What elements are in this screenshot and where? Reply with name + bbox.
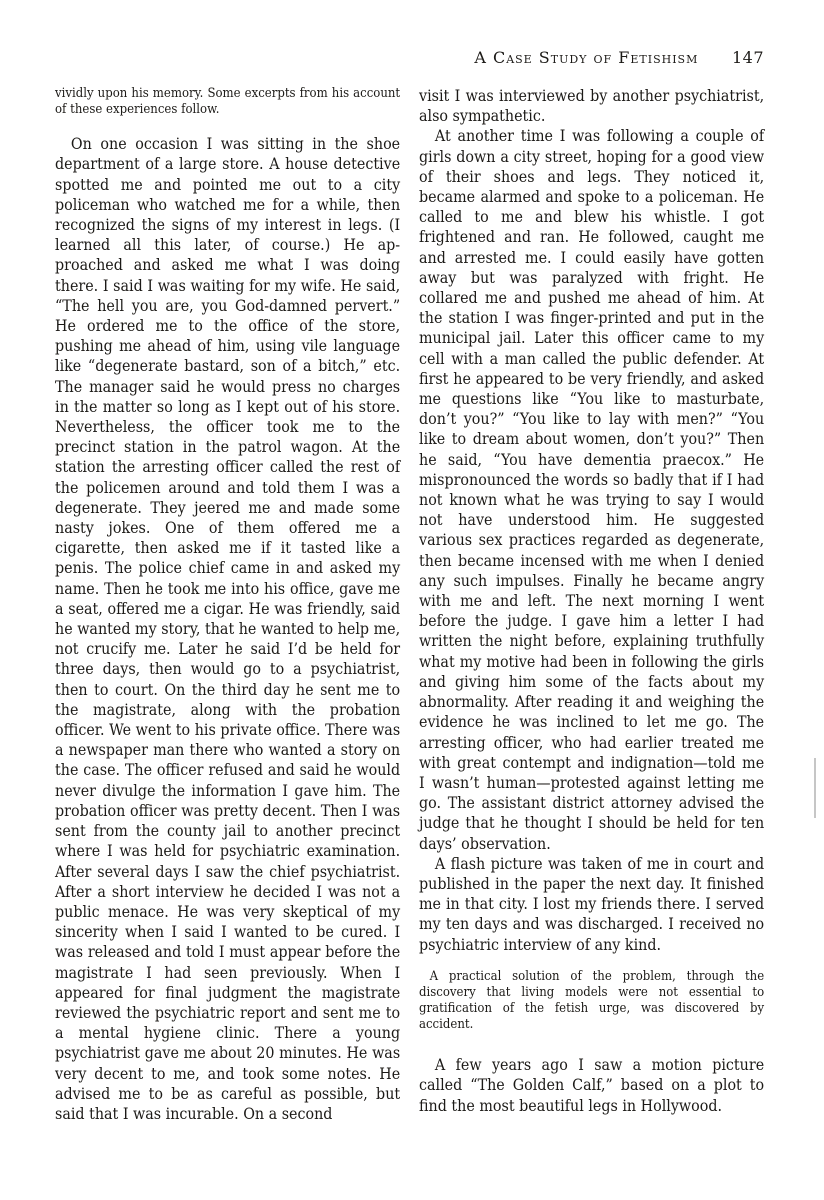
- intro-note: vividly upon his memory. Some excerpts from his account of these experiences follow.: [55, 86, 401, 118]
- paragraph-shoe-store: On one occasion I was sitting in the shoe department of a large store. A house detective spotted me and pointed me out to a city policeman who watched me for a while, then recognized the signs of my interest in legs. (I learned all this later, of course.) He approached and asked me what I was doing there. I said I was waiting for my wife. He said, “The hell you are, you God-damned pervert.” He ordered me to the office of the store, pushing me ahead of him, using vile language like “degenerate bastard, son of a bitch,” etc. The manager said he would press no charges in the matter so long as I kept out of his store. Nevertheless, the officer took me to the precinct station in the patrol wagon. At the station the arresting officer called the rest of the policemen around and told them I was a degenerate. They jeered me and made some nasty jokes. One of them offered me a cigarette, then asked me if it tasted like a penis. The police chief came in and asked my name. Then he took me into his office, gave me a seat, offered me a cigar. He was friendly, said he wanted my story, that he wanted to help me, not crucify me. Later he said I’d be held for three days, then would go to a psychiatrist, then to court. On the third day he sent me to the magistrate, along with the probation officer. We went to his private office. There was a newspaper man there who wanted a story on the case. The officer refused and said he would never divulge the information I gave him. The probation officer was pretty decent. Then I was sent from the county jail to another precinct where I was held for psychiatric examination. After several days I saw the chief psychiatrist. After a short interview he decided I was not a public menace. He was very skeptical of my sincerity when I said I wanted to be cured. I was released and told I must appear before the magistrate I had seen previously. When I appeared for final judgment the magistrate reviewed the psychiatric report and sent me to a mental hygiene clinic. There a young psychiatrist gave me about 20 minutes. He was very decent to me, and took some notes. He advised me to be as careful as possible, but said that I was incurable. On a second: [55, 134, 401, 1123]
- paragraph-golden-calf: A few years ago I saw a motion picture called “The Golden Calf,” based on a plot to find the most beautiful legs in Hollywood.: [419, 1055, 765, 1115]
- editor-note: A practical solution of the problem, through the discovery that living models were not essential to gratification of the fetish urge, was discovered by accident.: [419, 968, 765, 1033]
- page-number: 147: [731, 48, 764, 67]
- paragraph-continuation: visit I was interviewed by another psychiatrist, also sympathetic.: [419, 86, 765, 126]
- paragraph-flash-picture: A flash picture was taken of me in court and published in the paper the next day. It finished me in that city. I lost my friends there. I served my ten days and was discharged. I received no psychiatric interview of any kind.: [419, 853, 765, 954]
- running-head-title: A Case Study of Fetishism: [474, 48, 699, 67]
- running-head: [474, 48, 764, 67]
- scrollbar-indicator: [814, 758, 816, 818]
- paragraph-street-arrest: At another time I was following a couple of girls down a city street, hoping for a good view of their shoes and legs. They noticed it, became alarmed and spoke to a policeman. He called to me and blew his whistle. I got frightened and ran. He followed, caught me and arrested me. I could easily have gotten away but was paralyzed with fright. He collared me and pushed me ahead of him. At the station I was finger-printed and put in the municipal jail. Later this officer came to my cell with a man called the public defender. At first he appeared to be very friendly, and asked me questions like “You like to masturbate, don’t you?” “You like to lay with men?” “You like to dream about women, don’t you?” Then he said, “You have dementia praecox.” He mispronounced the words so badly that if I had not known what he was trying to say I would not have understood him. He suggested various sex practices regarded as degenerate, then became incensed with me when I denied any such impulses. Finally he became angry with me and left. The next morning I went before the judge. I gave him a letter I had written the night before, explaining truthfully what my motive had been in following the girls and giving him some of the facts about my abnormality. After reading it and weighing the evidence he was inclined to let me go. The arresting officer, who had earlier treated me with great contempt and indignation—told me I wasn’t human—protested against letting me go. The assistant district attorney advised the judge that he thought I should be held for ten days’ observation.: [419, 126, 765, 853]
